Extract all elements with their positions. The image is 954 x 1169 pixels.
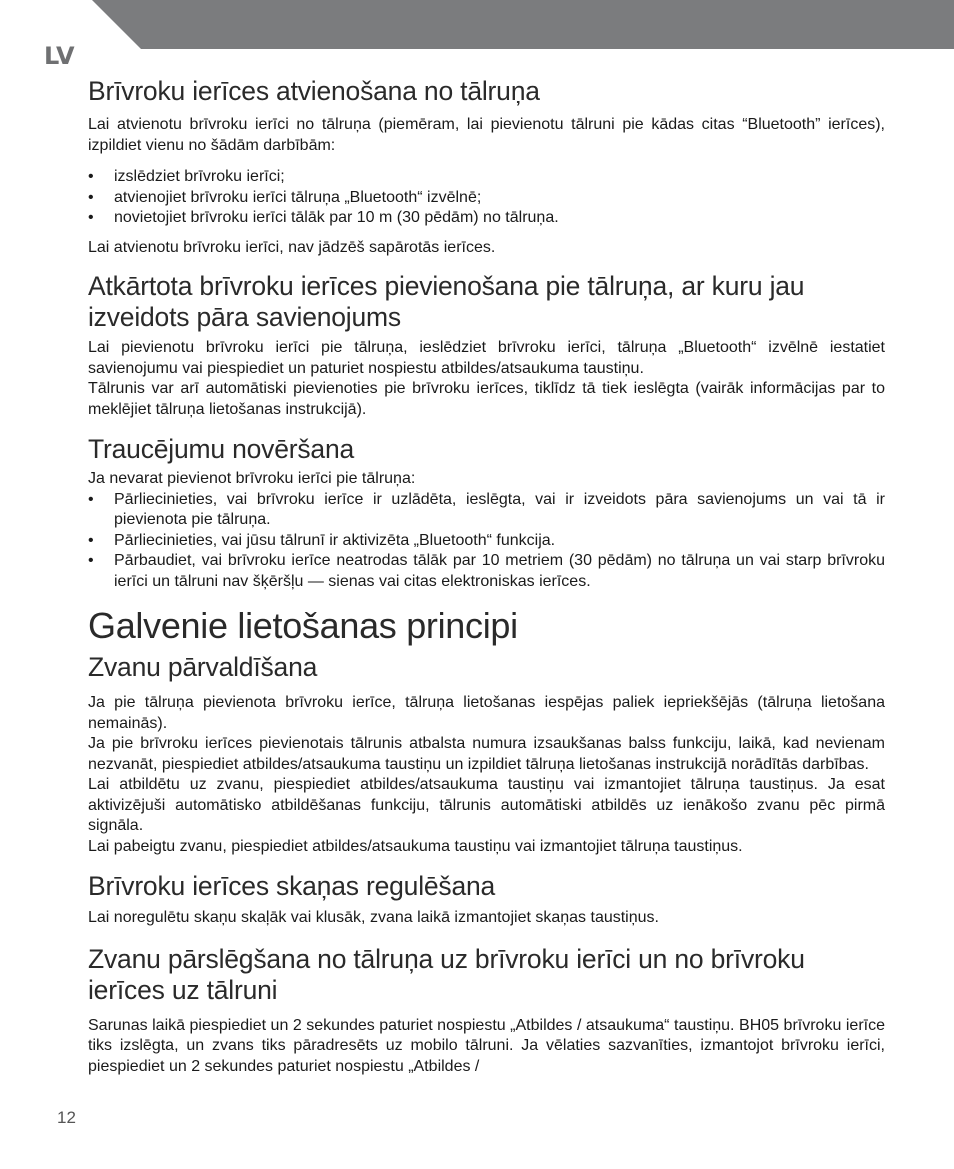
list-item: • izslēdziet brīvroku ierīci; <box>88 167 885 188</box>
page-number: 12 <box>57 1108 76 1127</box>
paragraph: Lai noregulētu skaņu skaļāk vai klusāk, zvana laikā izmantojiet skaņas taustiņus. <box>88 909 659 926</box>
section-heading-volume: Brīvroku ierīces skaņas regulēšana <box>88 871 496 901</box>
language-code: LV <box>44 42 75 70</box>
page-content <box>88 76 885 1077</box>
paragraph: Lai atvienotu brīvroku ierīci, nav jādzēš sapārotās ierīces. <box>88 238 496 256</box>
bullet-list <box>88 490 885 593</box>
paragraph: Sarunas laikā piespiediet un 2 sekundes paturiet nospiestu „Atbildes / atsaukuma“ taustiņu. BH05 brīvroku ierīce tiks izslēgta, un zvans tiks pāradresēts uz mobilo tālruni. Ja vēlaties sazvanīties, izmantojot brīvroku ierīci, piespiediet un 2 sekundes paturiet nospiestu „Atbildes / <box>88 1016 885 1075</box>
section-heading-reconnect: Atkārtota brīvroku ierīces pievienošana pie tālruņa, ar kuru jau izveidots pāra savienojums <box>88 271 805 332</box>
section-heading-calls: Zvanu pārvaldīšana <box>88 652 318 682</box>
chapter-title: Galvenie lietošanas principi <box>88 605 518 646</box>
list-item: • atvienojiet brīvroku ierīci tālruņa „Bluetooth“ izvēlnē; <box>88 188 885 209</box>
paragraph: Lai atbildētu uz zvanu, piespiediet atbildes/atsaukuma taustiņu vai izmantojiet tālruņa taustiņus. Ja esat aktivizējuši automātisko atbildēšanas funkciju, tālrunis automātiski atbildēs uz ienākošo zvanu pēc pirmā signāla. <box>88 776 885 834</box>
paragraph: Ja pie brīvroku ierīces pievienotais tālrunis atbalsta numura izsaukšanas balss funkciju, laikā, kad nevienam nezvanāt, piespiediet atbildes/atsaukuma taustiņu un izpildiet tālruņa lietošanas instrukcijā norādītās darbības. <box>88 735 885 773</box>
section-heading-troubleshooting: Traucējumu novēršana <box>88 434 355 464</box>
paragraph: Lai pabeigtu zvanu, piespiediet atbildes/atsaukuma taustiņu vai izmantojiet tālruņa taustiņus. <box>88 837 743 855</box>
list-item: • novietojiet brīvroku ierīci tālāk par 10 m (30 pēdām) no tālruņa. <box>88 208 885 229</box>
paragraph: Ja nevarat pievienot brīvroku ierīci pie tālruņa: <box>88 470 416 487</box>
list-item: • Pārliecinieties, vai jūsu tālrunī ir aktivizēta „Bluetooth“ funkcija. <box>88 531 885 552</box>
paragraph: Tālrunis var arī automātiski pievienoties pie brīvroku ierīces, tiklīdz tā tiek ieslēgta (vairāk informācijas par to meklējiet tālruņa lietošanas instrukcijā). <box>88 380 885 418</box>
list-item: • Pārbaudiet, vai brīvroku ierīce neatrodas tālāk par 10 metriem (30 pēdām) no tālruņa un vai starp brīvroku ierīci un tālruni nav šķēršļu — sienas vai citas elektroniskas ierīces. <box>88 551 885 592</box>
section-heading-transfer: Zvanu pārslēgšana no tālruņa uz brīvroku ierīci un no brīvroku ierīces uz tālruni <box>88 943 805 1005</box>
section-heading-disconnect: Brīvroku ierīces atvienošana no tālruņa <box>88 76 540 106</box>
header-band <box>92 0 954 49</box>
paragraph: Lai atvienotu brīvroku ierīci no tālruņa (piemēram, lai pievienotu tālruni pie kādas citas “Bluetooth” ierīces), izpildiet vienu no šādām darbībām: <box>88 116 885 154</box>
bullet-list <box>88 167 885 229</box>
paragraph: Lai pievienotu brīvroku ierīci pie tālruņa, ieslēdziet brīvroku ierīci, tālruņa „Bluetooth“ izvēlnē iestatiet savienojumu vai piespiediet un paturiet nospiestu atbildes/atsaukuma taustiņu. <box>88 339 885 377</box>
list-item: • Pārliecinieties, vai brīvroku ierīce ir uzlādēta, ieslēgta, vai ir izveidots pāra savienojums un vai tā ir pievienota pie tālruņa. <box>88 490 885 531</box>
paragraph: Ja pie tālruņa pievienota brīvroku ierīce, tālruņa lietošanas iespējas paliek iepriekšējās (tālruņa lietošana nemainās). <box>88 694 885 732</box>
